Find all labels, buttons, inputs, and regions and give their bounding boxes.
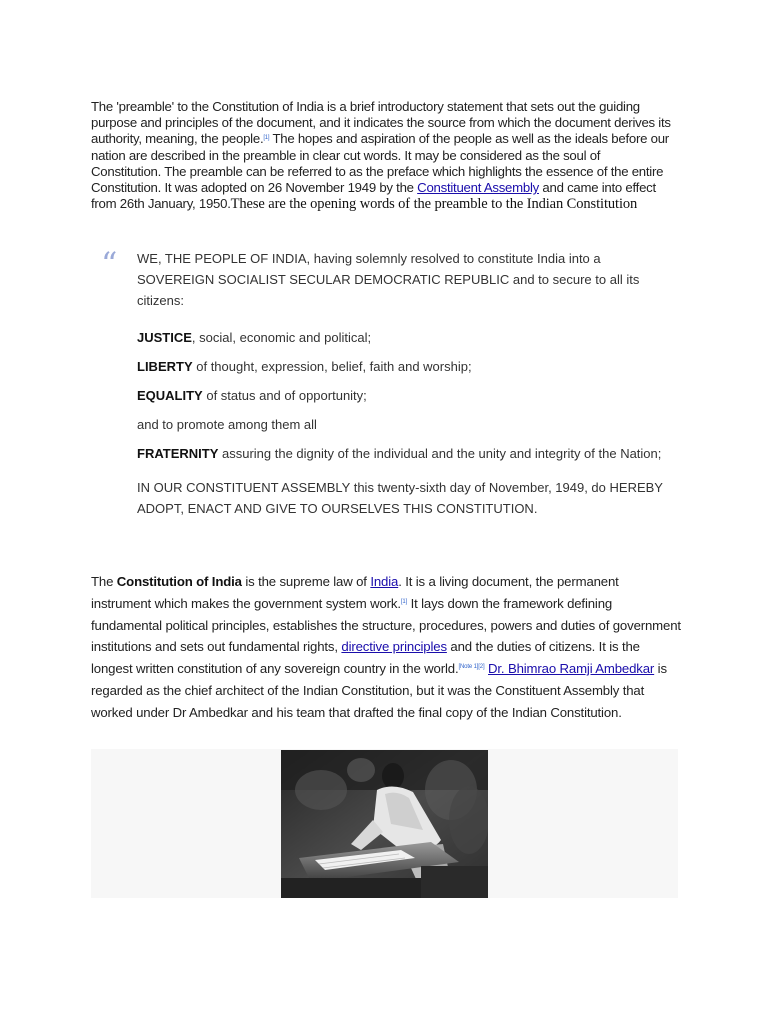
intro-text-1: The 'preamble' to the Constitution of India is a brief introductory statement that sets out the guiding purpose and principles of the document, and it indicates the source from which the document derives its authority, meaning, the people. <box>91 99 671 147</box>
ambedkar-link[interactable]: Dr. Bhimrao Ramji Ambedkar <box>488 661 655 677</box>
second-text-1: The <box>91 574 117 589</box>
constituent-assembly-link[interactable]: Constituent Assembly <box>417 180 539 196</box>
intro-paragraph <box>91 99 671 212</box>
india-link[interactable]: India <box>370 574 399 589</box>
signing-photo-graphic <box>281 750 488 898</box>
intro-ref-1[interactable]: [1] <box>263 135 270 142</box>
intro-text-4: These are the opening words of the preamble to the Indian Constitution <box>230 196 638 213</box>
preamble-liberty <box>137 357 677 377</box>
second-text-2: is the supreme law of <box>241 574 371 589</box>
preamble-fraternity <box>137 444 677 464</box>
constitution-bold-term: Constitution of India <box>116 574 242 589</box>
photo-band <box>91 749 678 898</box>
preamble-justice <box>137 328 677 348</box>
equality-term: EQUALITY <box>137 388 203 403</box>
intro-text-3: and came into effect from 26th January, 1950. <box>91 180 656 212</box>
preamble-promote: and to promote among them all <box>137 417 317 432</box>
preamble-equality <box>137 386 677 406</box>
directive-principles-link[interactable]: directive principles <box>341 639 447 655</box>
second-text-5: and the duties of citizens. It is the longest written constitution of any sovereign country in the world. <box>91 639 640 677</box>
preamble-quote-text <box>137 248 677 519</box>
liberty-term: LIBERTY <box>137 359 193 374</box>
quote-mark-icon: “ <box>101 245 118 283</box>
fraternity-term: FRATERNITY <box>137 446 219 461</box>
equality-text: of status and of opportunity; <box>202 388 367 403</box>
second-text-3: . It is a living document, the permanent instrument which makes the government system work. <box>91 574 619 611</box>
preamble-opening: WE, THE PEOPLE OF INDIA, having solemnly resolved to constitute India into a SOVEREIGN SOCIALIST SECULAR DEMOCRATIC REPUBLIC and to secure to all its citizens: <box>137 251 640 308</box>
second-ref-2[interactable]: [Note 1][2] <box>458 664 485 671</box>
intro-text-2: The hopes and aspiration of the people as well as the ideals before our nation are described in the preamble in clear cut words. It may be considered as the soul of Constitution. The preamble can be referred to as the preface which highlights the essence of the entire Constitution. It was adopted on 26 November 1949 by the <box>91 131 669 196</box>
preamble-closing: IN OUR CONSTITUENT ASSEMBLY this twenty-sixth day of November, 1949, do HEREBY ADOPT, ENACT AND GIVE TO OURSELVES THIS CONSTITUTION. <box>137 480 663 516</box>
second-ref-1[interactable]: [1] <box>400 598 408 605</box>
signing-photo <box>281 750 488 898</box>
constitution-paragraph <box>91 571 681 724</box>
second-text-7: is regarded as the chief architect of the Indian Constitution, but it was the Constituent Assembly that worked under Dr Ambedkar and his team that drafted the final copy of the Indian Constitution. <box>91 661 667 720</box>
liberty-text: of thought, expression, belief, faith and worship; <box>192 359 472 374</box>
justice-text: , social, economic and political; <box>191 330 372 345</box>
justice-term: JUSTICE <box>137 330 192 345</box>
fraternity-text: assuring the dignity of the individual and the unity and integrity of the Nation; <box>218 446 662 461</box>
second-text-4: It lays down the framework defining fundamental political principles, establishes the structure, procedures, powers and duties of government institutions and sets out fundamental rights, <box>91 595 681 655</box>
